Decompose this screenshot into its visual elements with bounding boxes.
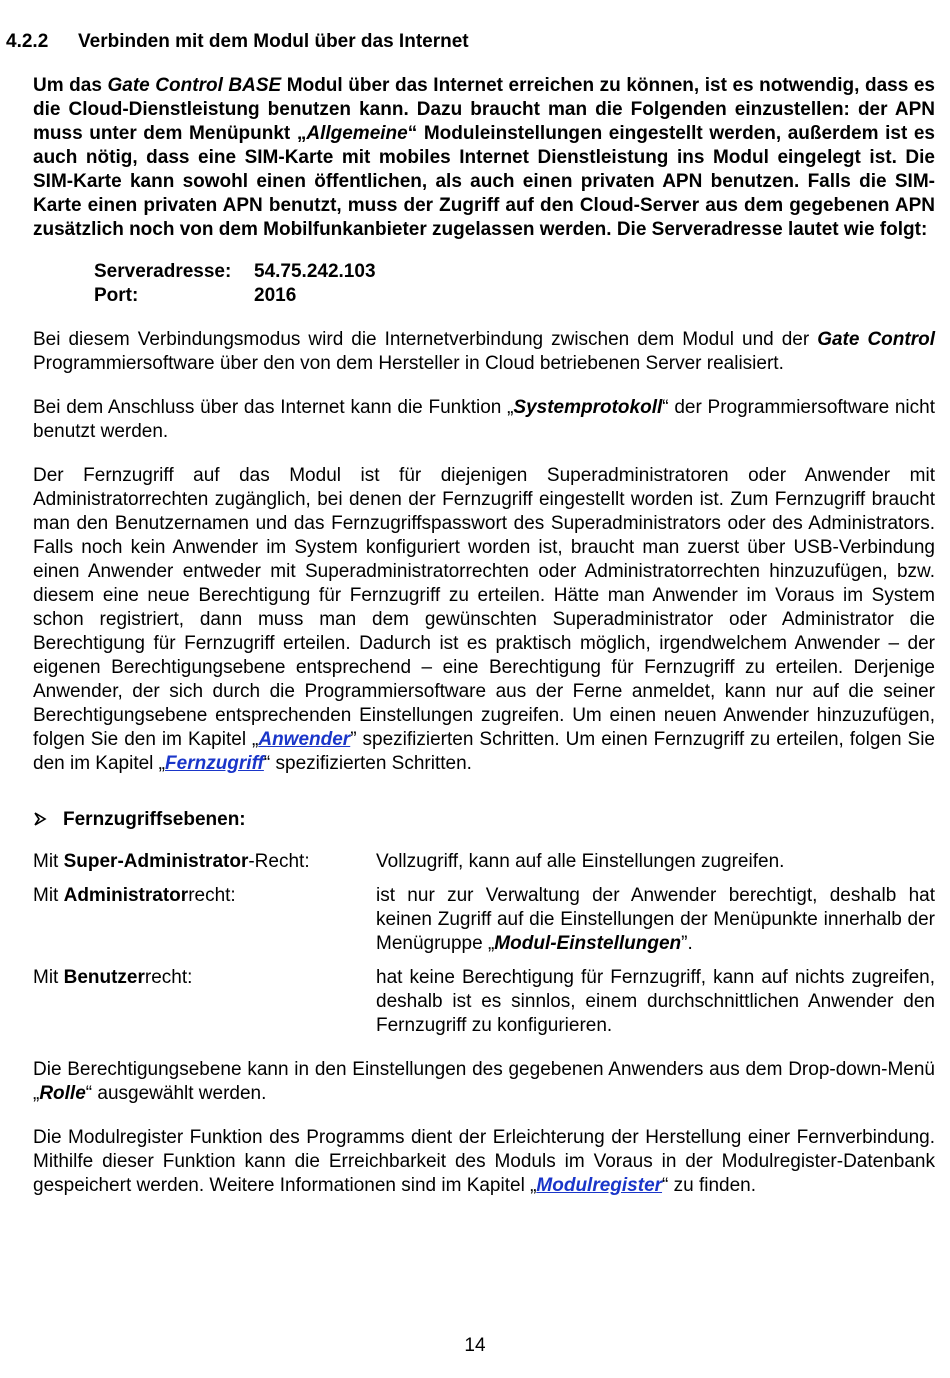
paragraph-text: “ spezifizierten Schritten. (263, 753, 472, 774)
server-address-row (94, 260, 935, 284)
level-prefix: Mit (33, 885, 64, 906)
level-desc-text: hat keine Berechtigung für Fernzugriff, kann auf nichts zugreifen, deshalb ist es sinnlos, einem durchschnittlichen Anwender den Fernzugriff zu konfigurieren. (376, 967, 935, 1036)
level-desc-text: ”. (681, 933, 693, 954)
product-name: Gate Control BASE (107, 75, 282, 96)
level-suffix: recht: (144, 967, 193, 988)
level-role: Super-Administrator (63, 851, 249, 872)
link-anwender[interactable]: Anwender (258, 729, 351, 750)
menu-reference: Allgemeine (306, 123, 408, 144)
paragraph-text: Die Modulregister Funktion des Programms dient der Erleichterung der Herstellung einer Fernverbindung. Mithilfe dieser Funktion kann die Erreichbarkeit des Moduls im Voraus in der Modulregister-Datenbank gespeichert werden. Weitere Informationen sind im Kapitel „ (33, 1127, 935, 1196)
paragraph-text: ” spezifizierten Schritten. Um einen Fernzugriff zu erteilen, folgen Sie den im Kapitel „ (33, 729, 935, 774)
levels-heading (33, 808, 935, 832)
level-row-admin (33, 884, 935, 956)
level-role: Benutzer (63, 967, 145, 988)
level-description (376, 966, 935, 1038)
level-suffix: recht: (188, 885, 236, 906)
level-name (33, 850, 376, 874)
section-number: 4.2.2 (6, 31, 49, 52)
connection-mode-paragraph (33, 328, 935, 376)
paragraph-text: “ ausgewählt werden. (85, 1083, 267, 1104)
role-menu-name: Rolle (39, 1083, 86, 1104)
server-address-label: Serveradresse: (94, 261, 232, 282)
paragraph-text: Die Berechtigungsebene kann in den Einstellungen des gegebenen Anwenders aus dem Drop-down-Menü „ (33, 1059, 935, 1104)
intro-text: Modul über das Internet erreichen zu können, ist es notwendig, dass es die Cloud-Dienstleistung benutzen kann. Dazu braucht man die Folgenden einzustellen: der APN muss unter dem Menüpunkt „ (33, 75, 935, 144)
paragraph-text: “ der Programmiersoftware nicht benutzt werden. (33, 397, 935, 442)
server-port-row (94, 284, 935, 308)
syslog-paragraph (33, 396, 935, 444)
level-desc-text: ist nur zur Verwaltung der Anwender berechtigt, deshalb hat keinen Zugriff auf die Einstellungen der Menüpunkte innerhalb der Menügruppe „ (376, 885, 935, 954)
document-page (6, 30, 935, 1218)
level-description (376, 850, 935, 874)
intro-text: “ Moduleinstellungen eingestellt werden, außerdem ist es auch nötig, dass eine SIM-Karte mit mobiles Internet Dienstleistung ins Modul eingelegt ist. Die SIM-Karte kann sowohl einen öffentlichen, als auch einen privaten APN benutzen. Falls die SIM-Karte einen privaten APN benutzt, muss der Zugriff auf den Cloud-Server aus dem gegebenen APN zusätzlich noch von dem Mobilfunkanbieter zugelassen werden. Die Serveradresse lautet wie folgt: (33, 123, 935, 240)
level-name (33, 966, 376, 1038)
server-address-value: 54.75.242.103 (254, 261, 376, 282)
level-prefix: Mit (33, 851, 64, 872)
server-port-value: 2016 (254, 285, 297, 306)
section-heading (6, 30, 935, 54)
level-row-user (33, 966, 935, 1038)
level-name (33, 884, 376, 956)
server-port-label: Port: (94, 285, 139, 306)
function-name: Systemprotokoll (513, 397, 663, 418)
paragraph-text: Bei dem Anschluss über das Internet kann die Funktion „ (33, 397, 514, 418)
menu-group-name: Modul-Einstellungen (494, 933, 682, 954)
level-suffix: -Recht: (248, 851, 310, 872)
level-prefix: Mit (33, 967, 64, 988)
paragraph-text: “ zu finden. (662, 1175, 757, 1196)
intro-paragraph (33, 74, 935, 242)
page-number: 14 (464, 1335, 486, 1356)
module-register-paragraph (33, 1126, 935, 1198)
paragraph-text: Bei diesem Verbindungsmodus wird die Internetverbindung zwischen dem Modul und der (33, 329, 818, 350)
arrow-bullet-icon (33, 808, 63, 832)
link-fernzugriff[interactable]: Fernzugriff (165, 753, 264, 774)
intro-text: Um das (33, 75, 108, 96)
software-name: Gate Control (817, 329, 935, 350)
role-paragraph (33, 1058, 935, 1106)
server-info (94, 260, 935, 308)
level-description (376, 884, 935, 956)
paragraph-text: Der Fernzugriff auf das Modul ist für diejenigen Superadministratoren oder Anwender mit Administratorrechten zugänglich, bei denen der Fernzugriff eingestellt worden ist. Zum Fernzugriff braucht man den Benutzernamen und das Fernzugriffspasswort des Superadministrators oder des Administrators. Falls noch kein Anwender im System konfiguriert worden ist, braucht man zuerst über USB-Verbindung einen Anwender entweder mit Superadministratorrechten oder Administratorrechten hinzuzufügen, bzw. diesem eine neue Berechtigung für Fernzugriff zu erteilen. Hätte man Anwender im Voraus im System schon registriert, dann muss man dem gewünschten Superadministrator oder Administrator die Berechtigung für Fernzugriff erteilen. Dadurch ist es praktisch möglich, irgendwelchem Anwender – der eigenen Berechtigungsebene entsprechend – eine Berechtigung für Fernzugriff zu erteilen. Derjenige Anwender, der sich durch die Programmiersoftware aus der Ferne anmeldet, kann nur auf die seiner Berechtigungsebene entsprechenden Einstellungen zugreifen. Um einen neuen Anwender hinzuzufügen, folgen Sie den im Kapitel „ (33, 465, 935, 750)
levels-heading-text: Fernzugriffsebenen: (63, 809, 246, 830)
paragraph-text: Programmiersoftware über den von dem Hersteller in Cloud betriebenen Server realisiert. (33, 353, 784, 374)
link-modulregister[interactable]: Modulregister (536, 1175, 663, 1196)
level-role: Administrator (63, 885, 189, 906)
section-title: Verbinden mit dem Modul über das Internet (78, 31, 469, 52)
level-desc-text: Vollzugriff, kann auf alle Einstellungen zugreifen. (376, 851, 785, 872)
remote-access-paragraph (33, 464, 935, 776)
level-row-superadmin (33, 850, 935, 874)
